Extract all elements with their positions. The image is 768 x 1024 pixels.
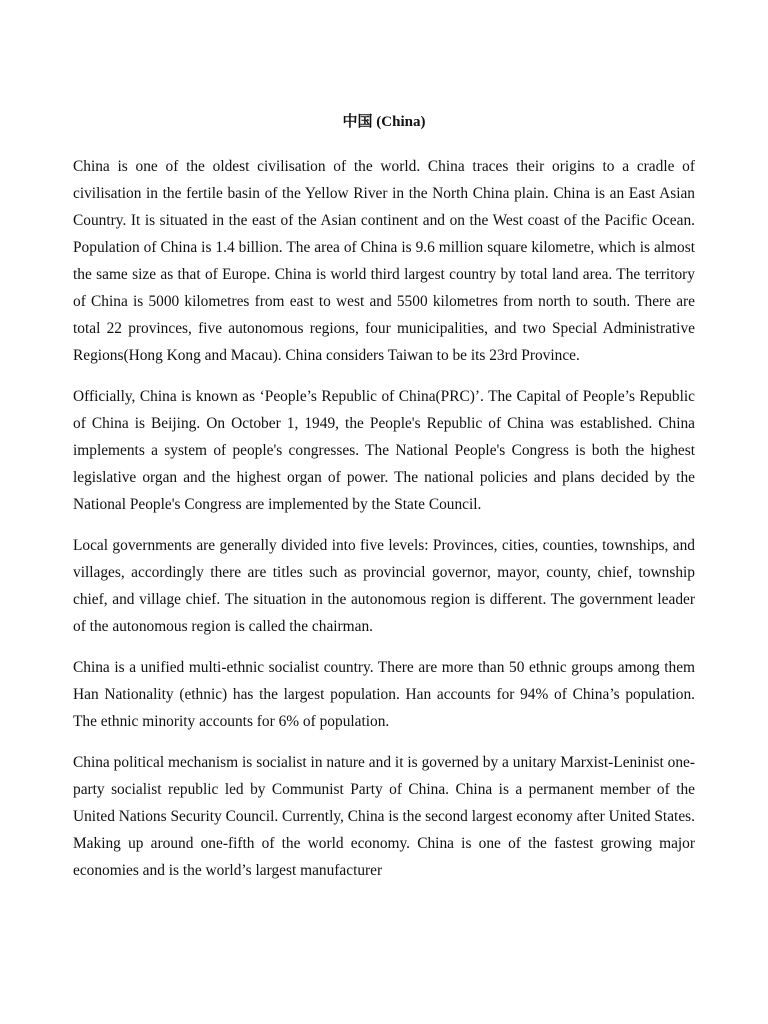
paragraph-political-economy: China political mechanism is socialist in nature and it is governed by a unitary Marxist-Leninist one-party socialist republic led by Communist Party of China. China is a permanent member of the United Nations Security Council. Currently, China is the second largest economy after United States. Making up around one-fifth of the world economy. China is one of the fastest growing major economies and is the world’s largest manufacturer [73,754,695,879]
paragraph-official-name: Officially, China is known as ‘People’s Republic of China(PRC)’. The Capital of People’s Republic of China is Beijing. On October 1, 1949, the People's Republic of China was established. China implements a system of people's congresses. The National People's Congress is both the highest legislative organ and the highest organ of power. The national policies and plans decided by the National People's Congress are implemented by the State Council. [73,388,695,513]
paragraph-ethnic-groups: China is a unified multi-ethnic socialist country. There are more than 50 ethnic groups among them Han Nationality (ethnic) has the largest population. Han accounts for 94% of China’s population. The ethnic minority accounts for 6% of population. [73,659,695,730]
paragraph-local-government: Local governments are generally divided into five levels: Provinces, cities, counties, townships, and villages, accordingly there are titles such as provincial governor, mayor, county, chief, township chief, and village chief. The situation in the autonomous region is different. The government leader of the autonomous region is called the chairman. [73,537,695,635]
document-title: 中国 (China) [342,114,426,130]
document-body [73,153,695,898]
paragraph-overview: China is one of the oldest civilisation of the world. China traces their origins to a cradle of civilisation in the fertile basin of the Yellow River in the North China plain. China is an East Asian Country. It is situated in the east of the Asian continent and on the West coast of the Pacific Ocean. Population of China is 1.4 billion. The area of China is 9.6 million square kilometre, which is almost the same size as that of Europe. China is world third largest country by total land area. The territory of China is 5000 kilometres from east to west and 5500 kilometres from north to south. There are total 22 provinces, five autonomous regions, four municipalities, and two Special Administrative Regions(Hong Kong and Macau). China considers Taiwan to be its 23rd Province. [73,158,695,364]
